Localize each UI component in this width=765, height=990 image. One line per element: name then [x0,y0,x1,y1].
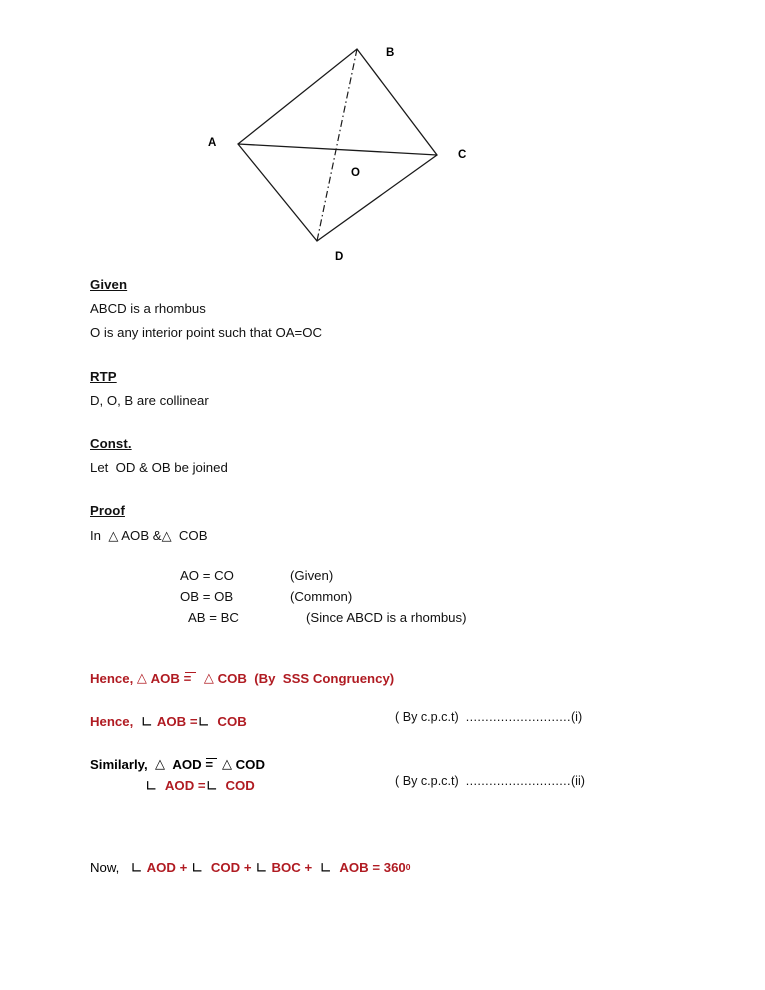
angle-icon: ∟ [140,712,154,731]
conclusion-cpct-i-equals: = [189,713,198,729]
triangle-icon: △ [161,528,172,544]
angle-sum-term-2: COD [210,859,241,875]
triangle-icon: △ [203,670,214,686]
diagonal-bd [317,49,357,241]
conclusion-cpct-ii-left: AOD [164,777,195,793]
statement-reason: (Since ABCD is a rhombus) [306,609,467,625]
spacer [165,758,172,771]
angle-sum-plus: + [304,859,313,875]
angle-sum-total: 360 [383,859,406,875]
triangle-icon: △ [155,756,165,772]
vertex-label-a: A [208,137,217,149]
vertex-label-c: C [458,149,467,161]
angle-icon: ∟ [205,776,219,795]
conclusion-cpct-ii-row [90,775,710,796]
statement-row [180,586,710,607]
angle-sum-plus: + [243,859,252,875]
spacer [459,710,466,724]
proof-intro-prefix: In [90,527,109,543]
statement-reason: (Common) [290,588,353,604]
angle-icon: ∟ [197,712,211,731]
statement-row [180,565,710,586]
triangle-icon: △ [221,756,232,772]
angle-icon: ∟ [319,858,333,877]
angle-icon: ∟ [130,858,143,877]
leader-dots: ........................... [465,773,571,788]
proof-intro-tri1: AOB & [121,527,162,543]
conclusion-sss-suffix: (By SSS Congruency) [254,670,395,686]
heading-given: Given [90,277,128,292]
rhombus-diagram [0,0,765,278]
spacer [459,774,466,788]
vertex-label-d: D [335,251,344,263]
statement-reason: (Given) [290,567,334,583]
proof-intro-second: COB [178,527,208,543]
heading-const: Const. [90,436,132,452]
conclusion-sss [90,668,710,689]
angle-sum-prefix: Now, [90,859,120,875]
proof-intro [90,529,710,543]
congruent-icon [205,758,218,771]
diagonal-ac [238,144,437,155]
vertex-label-b: B [386,47,395,59]
conclusion-angle-sum: Now, ∟ AOD + ∟ COD + ∟ BOC + ∟ AOB = 360 0 [90,858,411,877]
conclusion-cpct-ii-equals: = [197,777,206,793]
congruent-icon [184,672,197,685]
spacer [332,861,339,874]
conclusion-similarly-right: COD [235,756,265,772]
cpct-reference-i [395,711,582,724]
statement-relation: AB = BC [188,609,239,625]
cpct-reason: ( By c.p.c.t) [395,773,459,788]
statement-row [180,607,710,628]
cpct-reason: ( By c.p.c.t) [395,709,459,724]
spacer [247,672,254,685]
angle-icon: ∟ [190,858,204,877]
spacer [133,715,140,728]
conclusion-similarly [90,754,710,775]
given-line-1: ABCD is a rhombus [90,301,206,317]
triangle-icon: △ [108,528,119,544]
angle-sum-term-4: AOB [339,859,369,875]
conclusion-cpct-i-left: AOB [156,713,187,729]
spacer [158,779,165,792]
conclusion-similarly-prefix: Similarly, [90,756,148,772]
conclusion-cpct-i-row [90,711,710,732]
spacer [210,715,217,728]
spacer [148,758,155,771]
heading-rtp: RTP [90,368,117,384]
statement-relation: OB = OB [180,588,234,604]
conclusion-sss-left: AOB [150,670,180,686]
leader-dots: ........................... [465,709,571,724]
conclusion-cpct-ii-right: COD [225,777,255,793]
angle-sum-plus: + [179,859,188,875]
conclusion-sss-prefix: Hence, [90,670,134,686]
angle-sum-equals: = [372,859,381,875]
spacer [218,779,225,792]
conclusion-sss-right: COB [217,670,247,686]
angle-icon: ∟ [255,858,268,877]
spacer [312,861,319,874]
spacer [204,861,211,874]
cpct-ref-number: (i) [570,709,583,724]
spacer [197,672,204,685]
given-line-2: O is any interior point such that OA=OC [90,325,322,341]
point-label-o: O [351,167,360,179]
heading-proof: Proof [90,503,125,519]
cpct-ref-number: (ii) [570,773,585,788]
angle-icon: ∟ [145,776,158,795]
angle-sum-term-1: AOD [146,859,176,875]
proof-document [90,278,710,878]
const-line-1: Let OD & OB be joined [90,460,228,476]
spacer [119,861,130,874]
angle-sum-term-3: BOC [271,859,301,875]
proof-intro-tri2 [172,528,179,543]
statement-relation: AO = CO [180,567,234,583]
conclusion-cpct-i-right: COB [217,713,247,729]
rtp-line-1: D, O, B are collinear [90,392,209,408]
congruence-statements [180,565,710,628]
cpct-reference-ii [395,775,585,788]
conclusion-cpct-i-prefix: Hence, [90,713,134,729]
triangle-icon: △ [136,670,147,686]
conclusion-similarly-left: AOD [172,756,202,772]
